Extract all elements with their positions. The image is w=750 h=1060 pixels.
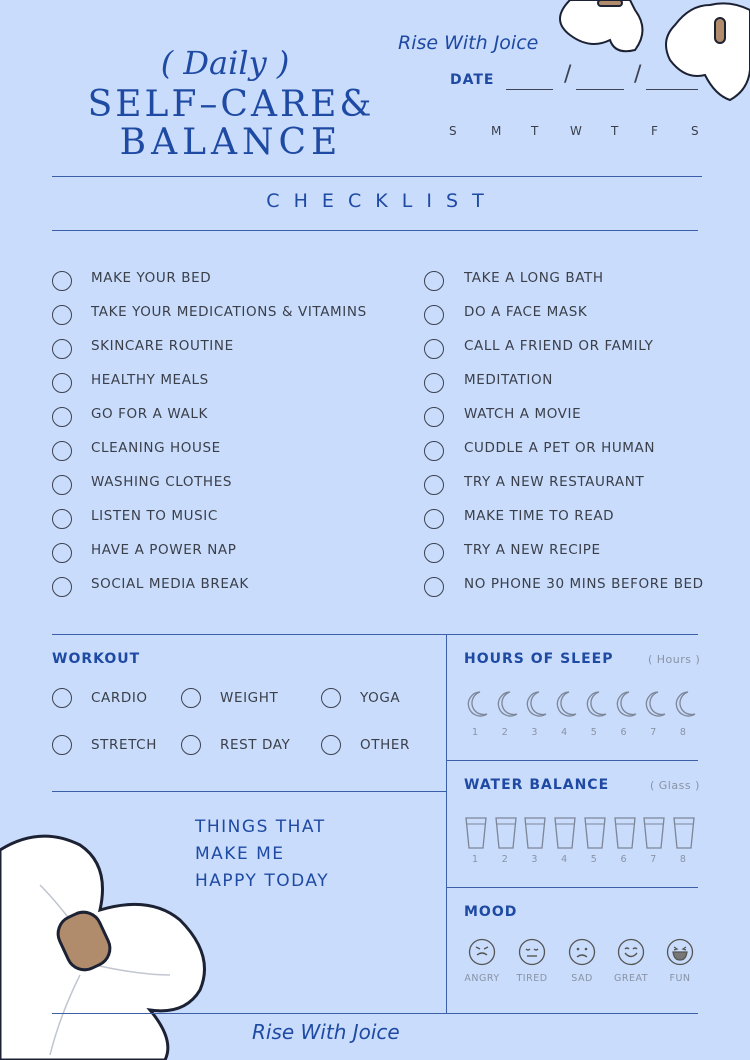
workout-checkbox[interactable] [181,688,201,708]
checklist-item-label: SOCIAL MEDIA BREAK [91,576,249,592]
checkbox[interactable] [424,271,444,291]
water-glass-number: 2 [501,854,509,865]
page-title-line1: SELF–CARE& [87,84,375,125]
water-glass-number: 3 [531,854,538,865]
water-glass-number: 1 [472,854,479,865]
checklist-item-label: MEDITATION [464,372,553,388]
checklist-item-label: TAKE YOUR MEDICATIONS & VITAMINS [91,304,367,320]
date-year-line [646,89,698,90]
moon-icon[interactable] [641,690,667,718]
workout-option-label: REST DAY [220,737,291,753]
water-glass-number: 7 [650,854,657,865]
workout-option-label: OTHER [360,737,410,753]
checklist-heading: C H E C K L I S T [266,190,488,212]
date-label: DATE [450,72,495,88]
sleep-title: HOURS OF SLEEP [464,651,614,667]
sleep-hour-number: 4 [561,727,568,738]
sleep-unit: ( Hours ) [648,653,701,666]
divider [52,634,698,635]
checkbox[interactable] [52,441,72,461]
weekday-row [440,124,710,140]
moon-icon[interactable] [582,690,608,718]
water-glass-number: 6 [620,854,628,865]
checklist-item-label: CALL A FRIEND OR FAMILY [464,338,654,354]
workout-option-label: STRETCH [91,737,157,753]
glass-icon[interactable] [672,816,696,850]
date-field[interactable] [506,62,698,92]
water-glass-number: 5 [590,854,598,865]
checkbox[interactable] [424,339,444,359]
sleep-hour-number: 3 [531,727,538,738]
glass-icon[interactable] [642,816,666,850]
divider [446,887,698,888]
mood-title: MOOD [464,904,518,920]
mood-label: GREAT [613,973,649,984]
moon-icon[interactable] [552,690,578,718]
checkbox[interactable] [52,271,72,291]
sleep-hour-number: 7 [650,727,657,738]
mood-label: ANGRY [464,973,500,984]
glass-icon[interactable] [613,816,637,850]
checkbox[interactable] [52,339,72,359]
checklist-item-label: CLEANING HOUSE [91,440,221,456]
moon-icon[interactable] [522,690,548,718]
moon-icon[interactable] [463,690,489,718]
footer-brand: Rise With Joice [252,1020,400,1044]
checkbox[interactable] [424,475,444,495]
checkbox[interactable] [424,305,444,325]
checklist-item-label: MAKE TIME TO READ [464,508,615,524]
weekday-letter[interactable]: T [531,124,539,138]
checkbox[interactable] [52,577,72,597]
water-glass-number: 8 [679,854,687,865]
mood-label: FUN [669,973,691,984]
flower-top-right-icon [510,0,750,110]
sleep-hour-number: 1 [472,727,479,738]
workout-option-label: CARDIO [91,690,148,706]
water-glass-number: 4 [561,854,568,865]
workout-checkbox[interactable] [52,735,72,755]
happy-line-2: MAKE ME [195,844,285,864]
glass-icon[interactable] [464,816,488,850]
weekday-letter[interactable]: S [449,124,457,138]
sleep-hour-number: 8 [679,727,687,738]
checklist-item-label: HAVE A POWER NAP [91,542,237,558]
checkbox[interactable] [424,373,444,393]
checklist-item-label: GO FOR A WALK [91,406,208,422]
checkbox[interactable] [52,305,72,325]
checklist-item-label: CUDDLE A PET OR HUMAN [464,440,656,456]
divider [446,760,698,761]
checkbox[interactable] [52,543,72,563]
weekday-letter[interactable]: M [491,124,502,138]
date-day-line [506,89,553,90]
checklist-item-label: WASHING CLOTHES [91,474,232,490]
checkbox[interactable] [424,543,444,563]
mood-face-icon[interactable] [617,938,645,966]
workout-option-label: WEIGHT [220,690,279,706]
weekday-letter[interactable]: F [651,124,658,138]
page-title-line2: BALANCE [119,122,343,163]
checklist-item-label: TRY A NEW RECIPE [464,542,601,558]
divider [52,230,698,231]
water-title: WATER BALANCE [464,777,610,793]
glass-icon[interactable] [523,816,547,850]
sleep-hour-number: 5 [590,727,598,738]
happy-line-3: HAPPY TODAY [195,871,330,891]
date-month-line [576,89,624,90]
sleep-hour-number: 2 [501,727,509,738]
checklist-item-label: LISTEN TO MUSIC [91,508,218,524]
mood-label: SAD [571,973,593,984]
happy-writing-area[interactable] [195,900,435,1005]
glass-icon[interactable] [583,816,607,850]
checklist-item-label: TAKE A LONG BATH [464,270,604,286]
workout-checkbox[interactable] [321,735,341,755]
divider [446,634,447,1014]
moon-icon[interactable] [612,690,638,718]
checkbox[interactable] [424,441,444,461]
date-slash: / [634,62,642,87]
mood-face-icon[interactable] [518,938,546,966]
checklist-item-label: MAKE YOUR BED [91,270,212,286]
weekday-letter[interactable]: S [691,124,699,138]
happy-line-1: THINGS THAT [195,817,326,837]
checkbox[interactable] [424,509,444,529]
workout-checkbox[interactable] [321,688,341,708]
checklist-item-label: DO A FACE MASK [464,304,588,320]
checkbox[interactable] [424,577,444,597]
mood-face-icon[interactable] [568,938,596,966]
divider [52,176,702,177]
glass-icon[interactable] [553,816,577,850]
checkbox[interactable] [52,509,72,529]
checklist-item-label: TRY A NEW RESTAURANT [464,474,645,490]
checklist-item-label: NO PHONE 30 MINS BEFORE BED [464,576,704,592]
weekday-letter[interactable]: W [570,124,582,138]
checkbox[interactable] [52,407,72,427]
sleep-hour-number: 6 [620,727,628,738]
workout-checkbox[interactable] [52,688,72,708]
mood-label: TIRED [516,973,548,984]
moon-icon[interactable] [671,690,697,718]
date-slash: / [564,62,572,87]
mood-face-icon[interactable] [666,938,694,966]
divider [52,1013,698,1014]
checklist-item-label: WATCH A MOVIE [464,406,582,422]
weekday-letter[interactable]: T [611,124,619,138]
workout-checkbox[interactable] [181,735,201,755]
checkbox[interactable] [52,475,72,495]
workout-title: WORKOUT [52,651,141,667]
checkbox[interactable] [424,407,444,427]
workout-option-label: YOGA [360,690,401,706]
daily-label: ( Daily ) [160,44,290,82]
checklist-item-label: HEALTHY MEALS [91,372,209,388]
divider [52,791,446,792]
glass-icon[interactable] [494,816,518,850]
moon-icon[interactable] [493,690,519,718]
checkbox[interactable] [52,373,72,393]
brand-label: Rise With Joice [398,32,539,54]
water-unit: ( Glass ) [650,779,700,792]
checklist-item-label: SKINCARE ROUTINE [91,338,234,354]
mood-face-icon[interactable] [468,938,496,966]
